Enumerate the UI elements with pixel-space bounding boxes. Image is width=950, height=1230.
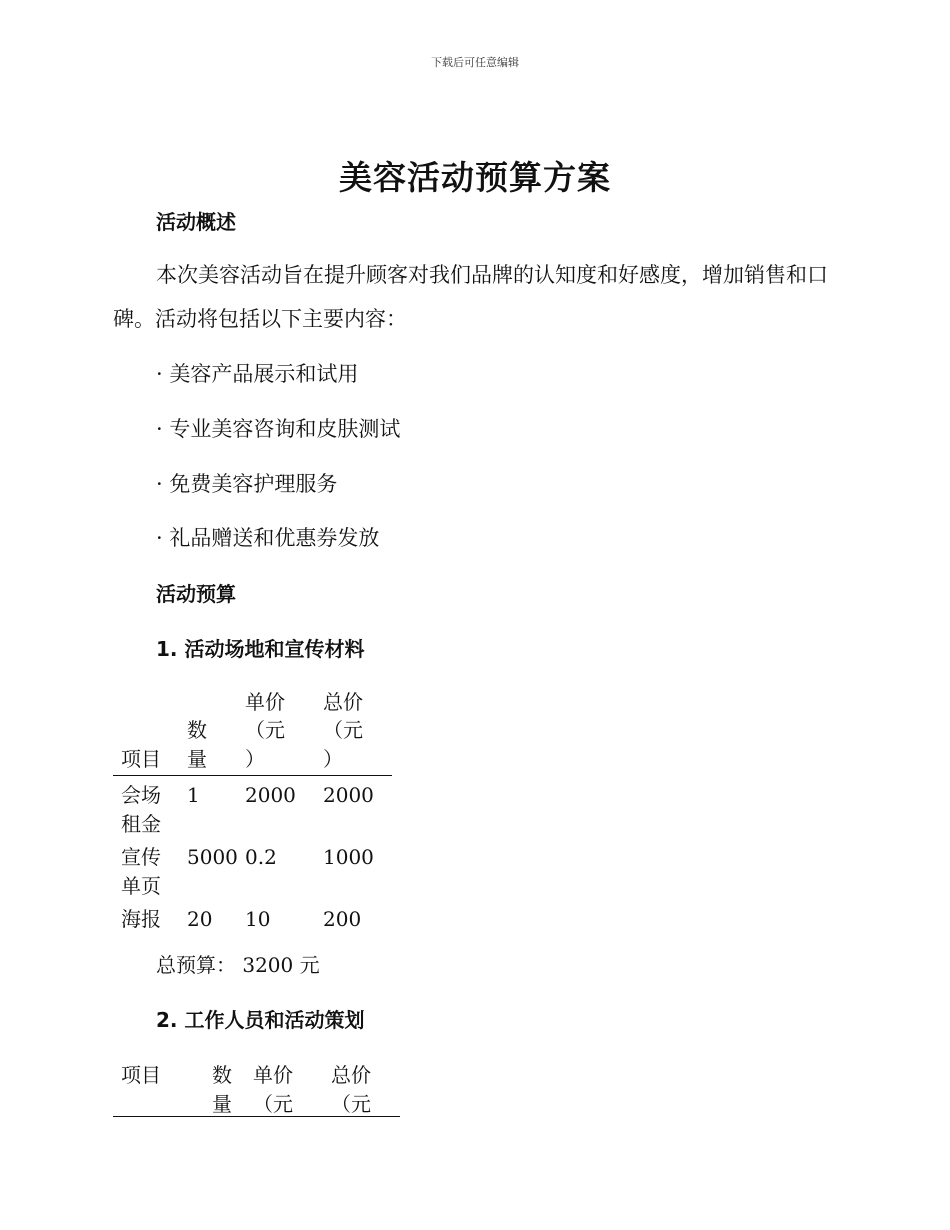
table-cell-total-price: 1000 — [323, 845, 374, 869]
column-header-qty: 量 — [187, 747, 207, 771]
table-header-rule — [113, 1116, 400, 1117]
section-1-total: 总预算： 3200 元 — [156, 953, 320, 977]
page-header-note: 下载后可任意编辑 — [431, 56, 519, 69]
bullet-item: · 礼品赠送和优惠券发放 — [156, 526, 380, 550]
column-header-total-price: （元 — [323, 718, 363, 742]
column-header-qty: 数 — [187, 718, 207, 742]
bullet-item: · 免费美容护理服务 — [156, 472, 338, 496]
overview-paragraph-text: 本次美容活动旨在提升顾客对我们品牌的认知度和好感度，增加销售和口碑。活动将包括以下主要内容： — [113, 263, 828, 331]
table-cell-total-price: 2000 — [323, 783, 374, 807]
table-cell-unit-price: 10 — [245, 907, 271, 931]
column-header-unit-price: 单价 — [245, 690, 285, 714]
table-cell-item: 海报 — [121, 907, 161, 931]
table-cell-unit-price: 2000 — [245, 783, 296, 807]
column-header-unit-price: 单价 — [253, 1063, 293, 1087]
bullet-item: · 美容产品展示和试用 — [156, 362, 359, 386]
heading-section-1: 1. 活动场地和宣传材料 — [156, 637, 365, 661]
heading-section-2: 2. 工作人员和活动策划 — [156, 1008, 365, 1032]
table-cell-qty: 5000 — [187, 845, 238, 869]
column-header-qty: 数 — [212, 1063, 232, 1087]
column-header-item: 项目 — [121, 1063, 161, 1087]
heading-overview: 活动概述 — [156, 210, 236, 234]
heading-budget: 活动预算 — [156, 582, 236, 606]
table-cell-item: 租金 — [121, 812, 161, 836]
column-header-unit-price: （元 — [253, 1092, 293, 1116]
table-cell-item: 宣传 — [121, 845, 161, 869]
column-header-item: 项目 — [121, 747, 161, 771]
table-cell-total-price: 200 — [323, 907, 362, 931]
document-title: 美容活动预算方案 — [339, 158, 611, 197]
column-header-total-price: 总价 — [331, 1063, 371, 1087]
table-cell-item: 单页 — [121, 874, 161, 898]
table-cell-unit-price: 0.2 — [245, 845, 277, 869]
column-header-unit-price: （元 — [245, 718, 285, 742]
column-header-total-price: 总价 — [323, 690, 363, 714]
table-header-rule — [113, 775, 392, 776]
table-cell-item: 会场 — [121, 783, 161, 807]
column-header-qty: 量 — [212, 1092, 232, 1116]
column-header-total-price: （元 — [331, 1092, 371, 1116]
table-cell-qty: 1 — [187, 783, 200, 807]
bullet-item: · 专业美容咨询和皮肤测试 — [156, 417, 401, 441]
overview-paragraph — [113, 253, 833, 341]
table-cell-qty: 20 — [187, 907, 213, 931]
column-header-unit-price: ） — [245, 747, 265, 771]
column-header-total-price: ） — [323, 747, 343, 771]
